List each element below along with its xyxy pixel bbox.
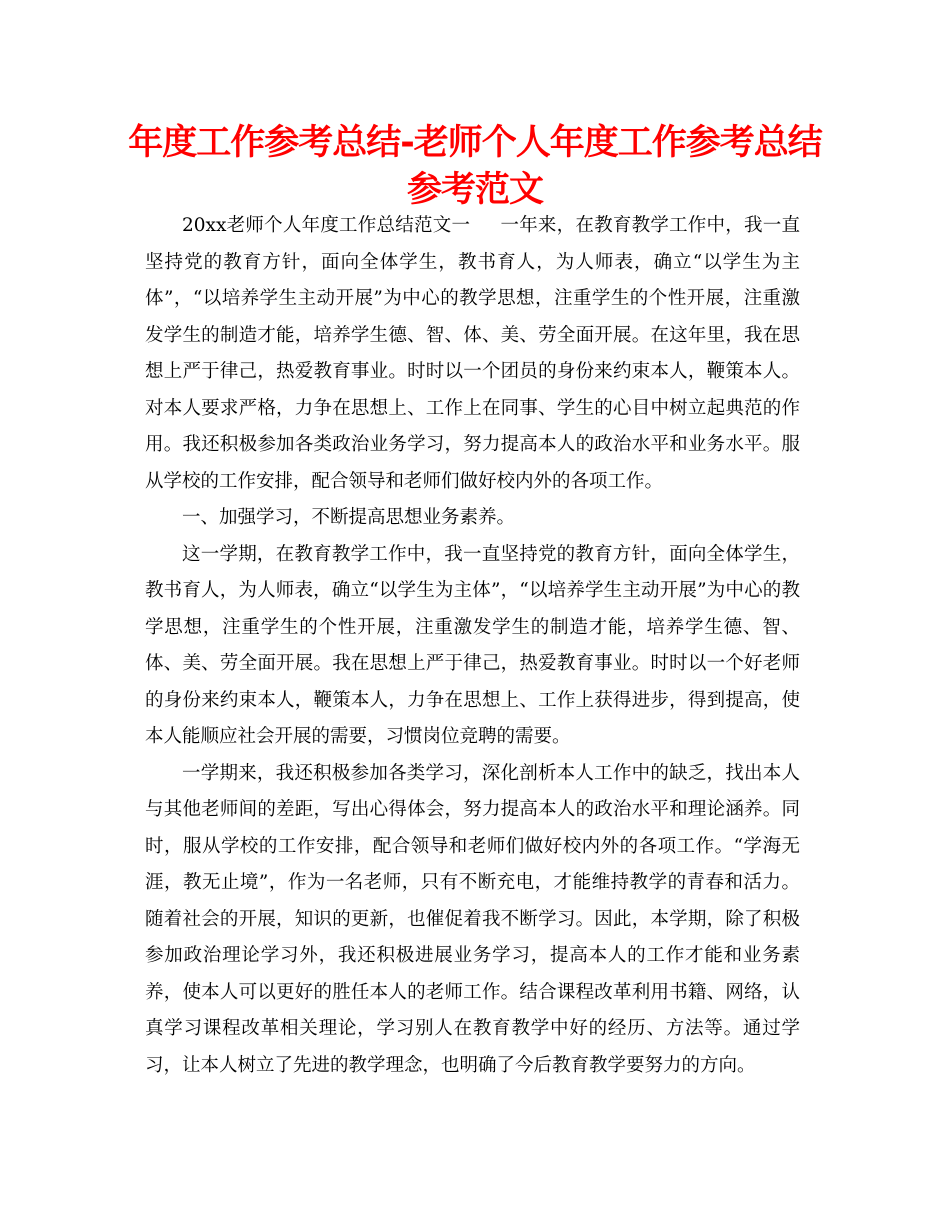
document-title: 年度工作参考总结-老师个人年度工作参考总结参考范文: [128, 123, 822, 210]
body-paragraph-2: 一学期来，我还积极参加各类学习，深化剖析本人工作中的缺乏，找出本人与其他老师间的差距，写出心得体会，努力提高本人的政治水平和理论涵养。同时，服从学校的工作安排，配合领导和老师们做好校内外的各项工作。“学海无涯，教无止境”，作为一名老师，只有不断充电，才能维持教学的青春和活力。随着社会的开展，知识的更新，也催促着我不断学习。因此，本学期，除了积极参加政治理论学习外，我还积极进展业务学习，提高本人的工作才能和业务素养，使本人可以更好的胜任本人的老师工作。结合课程改革利用书籍、网络，认真学习课程改革相关理论，学习别人在教育教学中好的经历、方法等。通过学习，让本人树立了先进的教学理念，也明确了今后教育教学要努力的方向。: [145, 762, 800, 1076]
section-heading: 一、加强学习，不断提高思想业务素养。: [182, 507, 516, 528]
document-body: [145, 208, 800, 1084]
body-paragraph-1: 这一学期，在教育教学工作中，我一直坚持党的教育方针，面向全体学生，教书育人，为人师表，确立“以学生为主体”，“以培养学生主动开展”为中心的教学思想，注重学生的个性开展，注重激发学生的制造才能，培养学生德、智、体、美、劳全面开展。我在思想上严于律己，热爱教育事业。时时以一个好老师的身份来约束本人，鞭策本人，力争在思想上、工作上获得进步，得到提高，使本人能顺应社会开展的需要，习惯岗位竞聘的需要。: [145, 543, 800, 747]
intro-paragraph: [145, 208, 800, 500]
intro-heading: 20xx老师个人年度工作总结范文一: [182, 215, 471, 236]
intro-text: 一年来，在教育教学工作中，我一直坚持党的教育方针，面向全体学生，教书育人，为人师表，确立“以学生为主体”，“以培养学生主动开展”为中心的教学思想，注重学生的个性开展，注重激发学生的制造才能，培养学生德、智、体、美、劳全面开展。在这年里，我在思想上严于律己，热爱教育事业。时时以一个团员的身份来约束本人，鞭策本人。对本人要求严格，力争在思想上、工作上在同事、学生的心目中树立起典范的作用。我还积极参加各类政治业务学习，努力提高本人的政治水平和业务水平。服从学校的工作安排，配合领导和老师们做好校内外的各项工作。: [145, 215, 800, 492]
